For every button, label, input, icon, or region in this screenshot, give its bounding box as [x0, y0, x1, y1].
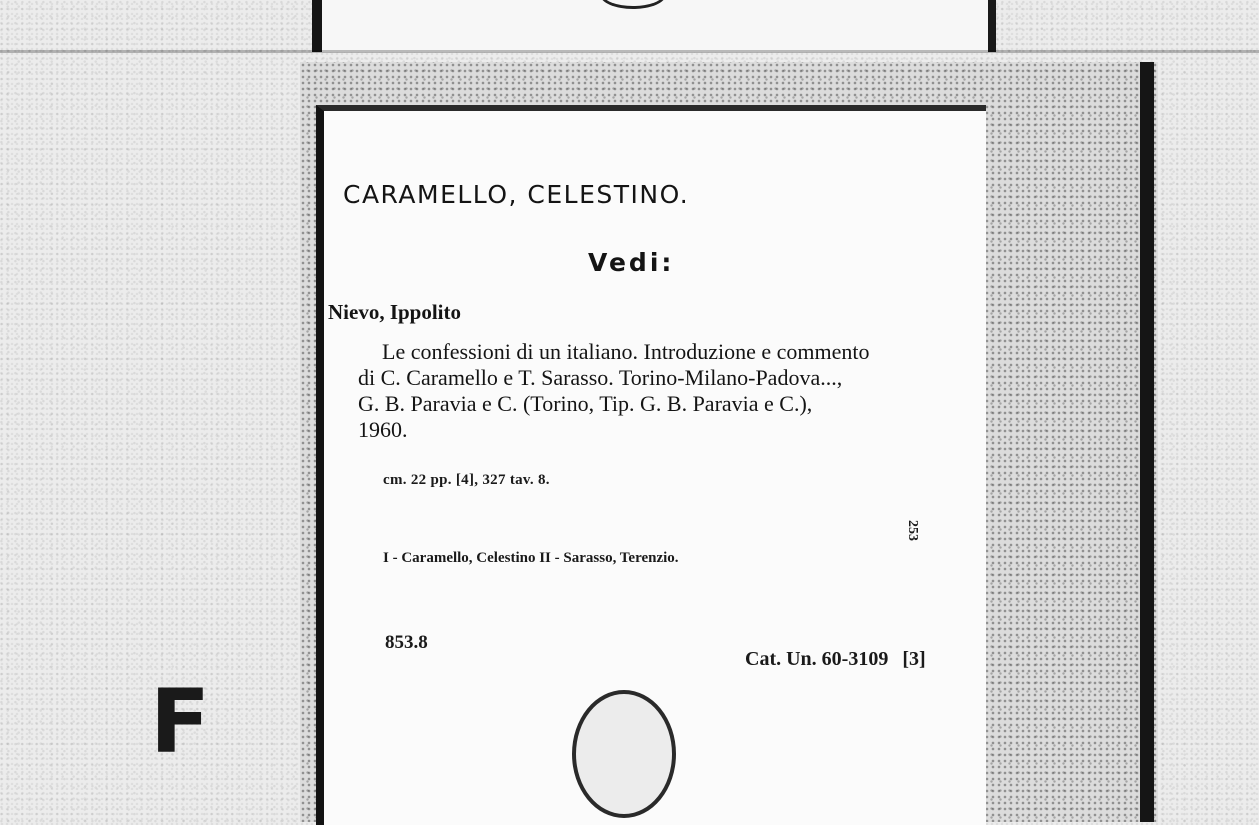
description-line: G. B. Paravia e C. (Torino, Tip. G. B. Paravia e C.),: [358, 391, 813, 416]
collation: cm. 22 pp. [4], 327 tav. 8.: [383, 472, 550, 488]
side-number: 253: [905, 520, 920, 541]
previous-card: [312, 0, 996, 52]
card-heading: CARAMELLO, CELESTINO.: [343, 180, 690, 209]
description-line: Le confessioni di un italiano. Introduzione e commento: [382, 339, 870, 364]
description-line: 1960.: [358, 417, 408, 442]
see-label: Vedi:: [588, 248, 675, 277]
catalog-number: [745, 648, 926, 671]
author-name: Nievo, Ippolito: [328, 300, 462, 324]
catalog-number-text: Cat. Un. 60-3109: [745, 648, 889, 670]
card-punch-hole: [572, 690, 676, 818]
description-line: di C. Caramello e T. Sarasso. Torino-Milano-Padova...,: [358, 365, 843, 390]
bibliographic-description: [358, 339, 968, 443]
tracings: I - Caramello, Celestino II - Sarasso, Terenzio.: [383, 550, 679, 566]
margin-letter: F: [150, 670, 211, 773]
class-number: 853.8: [385, 632, 428, 653]
card-frame-edge: [1140, 62, 1154, 822]
previous-card-edge: [0, 50, 1259, 53]
catalog-reference: [3]: [902, 648, 926, 670]
